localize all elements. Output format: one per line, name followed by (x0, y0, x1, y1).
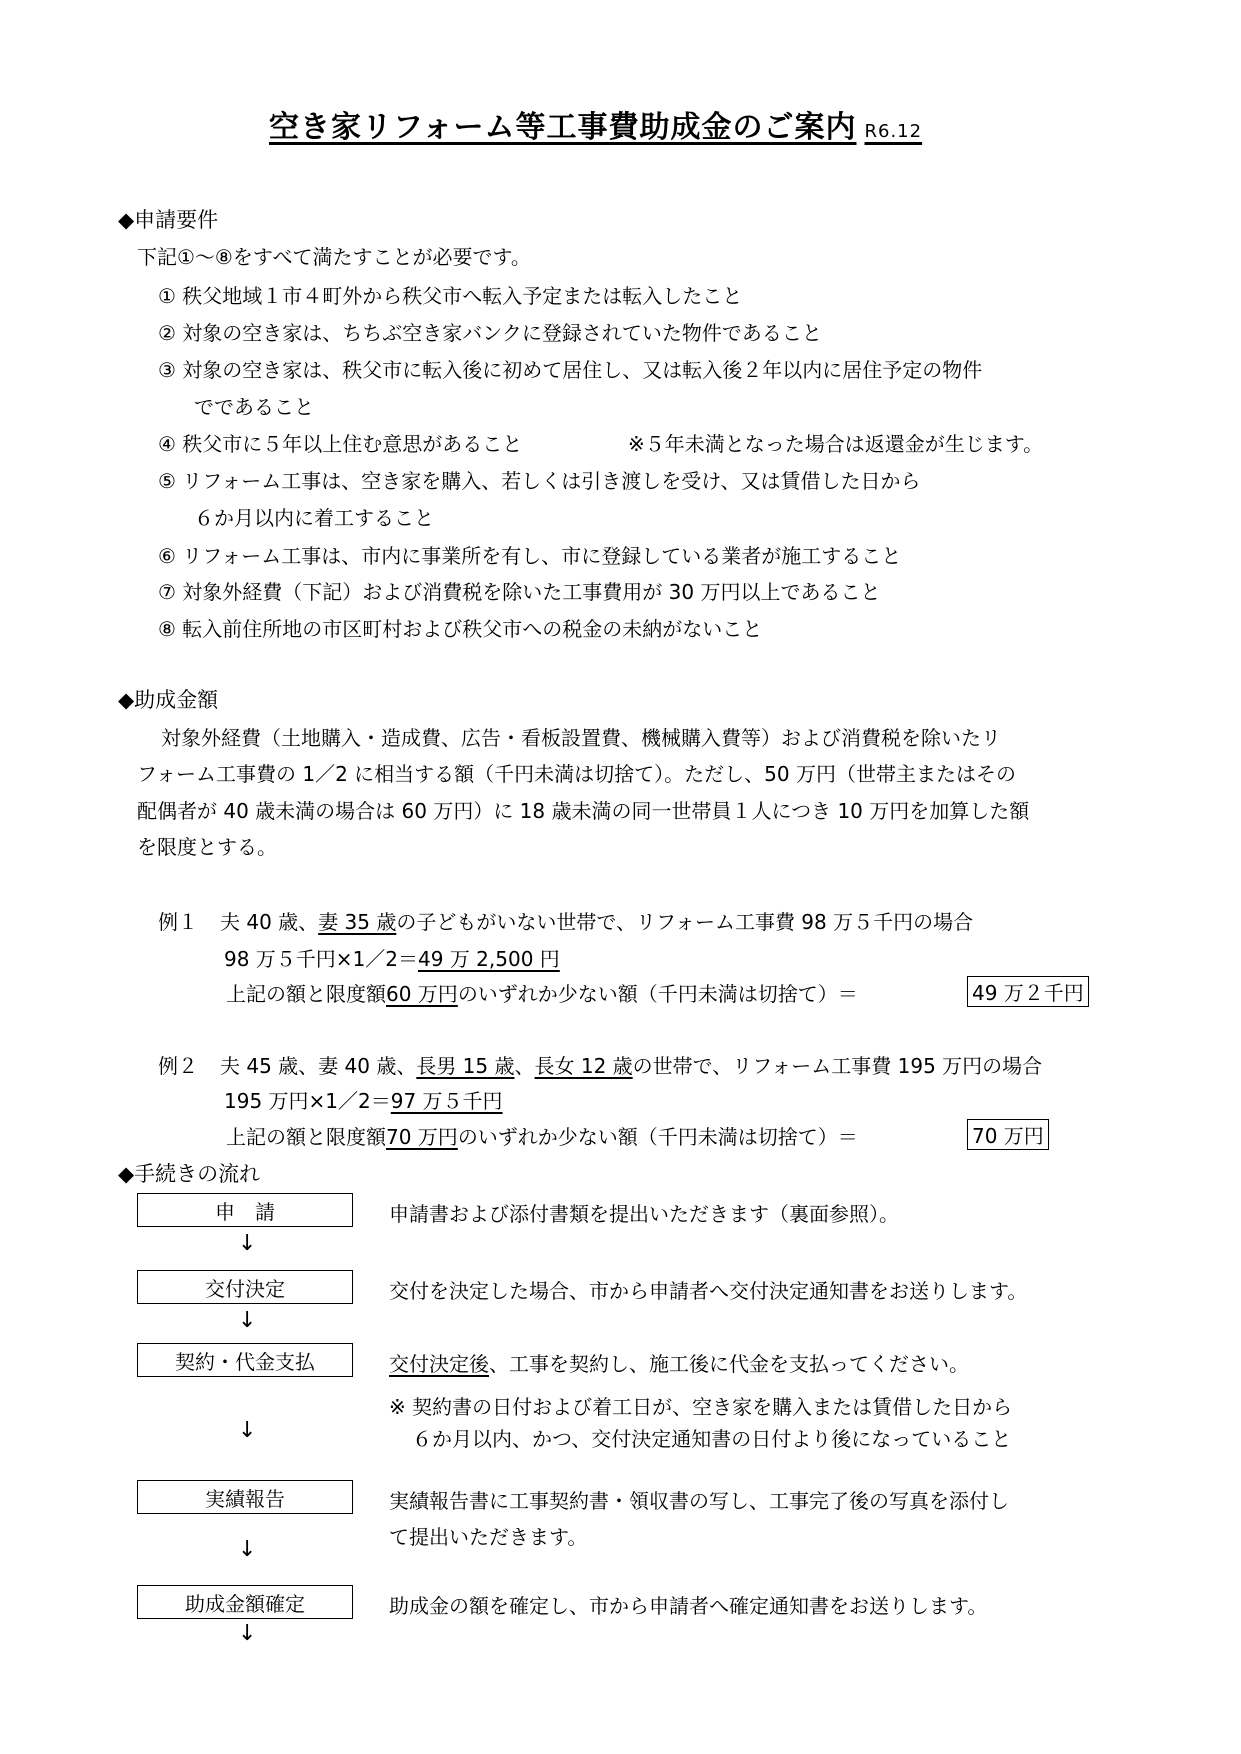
example1-line2-a: 98 万５千円×1／2＝ (224, 947, 419, 971)
example1-line2 (224, 943, 560, 972)
flow-step-decision: 交付決定 (137, 1270, 353, 1304)
requirement-item-cont: ６か月以内に着工すること (194, 506, 434, 530)
example1-line3-a: 上記の額と限度額 (226, 982, 386, 1006)
flow-step-desc (389, 1348, 969, 1377)
requirement-item: ① 秩父地域１市４町外から秩父市へ転入予定または転入したこと (158, 284, 743, 308)
amount-text: 配偶者が 40 歳未満の場合は 60 万円）に 18 歳未満の同一世帯員１人につき 10 万円を加算した額 (137, 799, 1030, 823)
example1-line1 (220, 906, 973, 935)
flow-step-contract: 契約・代金支払 (137, 1343, 353, 1377)
example2-line2 (224, 1085, 503, 1114)
requirement-item-cont: でであること (194, 395, 314, 419)
flow-arrow-icon: ↓ (238, 1418, 257, 1443)
example2-line3-b: のいずれか少ない額（千円未満は切捨て）＝ (457, 1125, 858, 1149)
example2-label: 例２ (158, 1054, 198, 1078)
requirement-item: ⑦ 対象外経費（下記）および消費税を除いた工事費用が 30 万円以上であること (158, 580, 881, 604)
flow-step-desc-u: 交付決定後 (389, 1352, 489, 1376)
example1-line3-u: 60 万円 (386, 982, 458, 1006)
flow-step-note: ※ 契約書の日付および着工日が、空き家を購入または賃借した日から (389, 1395, 1013, 1419)
example2-line2-a: 195 万円×1／2＝ (224, 1089, 391, 1113)
example2-line1-u2: 長女 12 歳 (534, 1054, 633, 1078)
flow-heading: ◆手続きの流れ (118, 1162, 261, 1186)
title-revision: R6.12 (864, 121, 923, 142)
example2-line3 (226, 1121, 858, 1150)
example2-line1-sep: 、 (514, 1054, 535, 1078)
flow-step-report: 実績報告 (137, 1480, 353, 1514)
flow-step-desc: て提出いただきます。 (389, 1525, 588, 1549)
requirement-item: ③ 対象の空き家は、秩父市に転入後に初めて居住し、又は転入後２年以内に居住予定の物件 (158, 358, 983, 382)
flow-step-desc: 交付を決定した場合、市から申請者へ交付決定通知書をお送りします。 (389, 1279, 1028, 1303)
requirements-intro: 下記①～⑧をすべて満たすことが必要です。 (137, 245, 531, 269)
amount-text: フォーム工事費の 1／2 に相当する額（千円未満は切捨て）。ただし、50 万円（世帯主またはその (137, 762, 1016, 786)
flow-arrow-icon: ↓ (238, 1231, 257, 1256)
flow-arrow-icon: ↓ (238, 1621, 257, 1646)
example1-line3-b: のいずれか少ない額（千円未満は切捨て）＝ (457, 982, 858, 1006)
flow-arrow-icon: ↓ (238, 1308, 257, 1333)
flow-step-confirm: 助成金額確定 (137, 1585, 353, 1619)
amount-text: を限度とする。 (137, 835, 277, 859)
example1-line1-a: 夫 40 歳、 (220, 910, 319, 934)
requirement-note: ※５年未満となった場合は返還金が生じます。 (628, 432, 1044, 456)
example2-line1-a: 夫 45 歳、妻 40 歳、 (220, 1054, 417, 1078)
page-title (269, 102, 922, 146)
example1-label: 例１ (158, 910, 198, 934)
requirements-heading: ◆申請要件 (118, 208, 219, 232)
example1-line1-u: 妻 35 歳 (318, 910, 397, 934)
flow-step-note: ６か月以内、かつ、交付決定通知書の日付より後になっていること (412, 1427, 1012, 1451)
example2-line3-u: 70 万円 (386, 1125, 458, 1149)
flow-step-apply: 申 請 (137, 1193, 353, 1227)
requirement-item: ⑥ リフォーム工事は、市内に事業所を有し、市に登録している業者が施工すること (158, 544, 902, 568)
amount-heading: ◆助成金額 (118, 688, 219, 712)
flow-step-desc: 助成金の額を確定し、市から申請者へ確定通知書をお送りします。 (389, 1594, 988, 1618)
example2-line3-a: 上記の額と限度額 (226, 1125, 386, 1149)
title-main: 空き家リフォーム等工事費助成金のご案内 (269, 110, 857, 145)
requirement-item: ④ 秩父市に５年以上住む意思があること (158, 432, 523, 456)
requirement-item: ⑧ 転入前住所地の市区町村および秩父市への税金の未納がないこと (158, 617, 763, 641)
example1-result: 49 万２千円 (967, 976, 1089, 1007)
example2-line2-u: 97 万５千円 (390, 1089, 503, 1113)
example1-line3 (226, 978, 858, 1007)
flow-step-desc-rest: 、工事を契約し、施工後に代金を支払ってください。 (489, 1352, 969, 1376)
amount-text: 対象外経費（土地購入・造成費、広告・看板設置費、機械購入費等）および消費税を除いたリ (161, 726, 1001, 750)
requirement-item: ⑤ リフォーム工事は、空き家を購入、若しくは引き渡しを受け、又は賃借した日から (158, 469, 921, 493)
flow-step-desc: 実績報告書に工事契約書・領収書の写し、工事完了後の写真を添付し (389, 1489, 1009, 1513)
example2-line1 (220, 1050, 1042, 1079)
example2-result: 70 万円 (967, 1119, 1049, 1150)
flow-step-desc: 申請書および添付書類を提出いただきます（裏面参照）。 (389, 1202, 899, 1226)
example1-line1-b: の子どもがいない世帯で、リフォーム工事費 98 万５千円の場合 (396, 910, 974, 934)
requirement-item: ② 対象の空き家は、ちちぶ空き家バンクに登録されていた物件であること (158, 321, 822, 345)
example1-line2-u: 49 万 2,500 円 (418, 947, 560, 971)
flow-arrow-icon: ↓ (238, 1537, 257, 1562)
example2-line1-b: の世帯で、リフォーム工事費 195 万円の場合 (632, 1054, 1043, 1078)
example2-line1-u1: 長男 15 歳 (416, 1054, 515, 1078)
